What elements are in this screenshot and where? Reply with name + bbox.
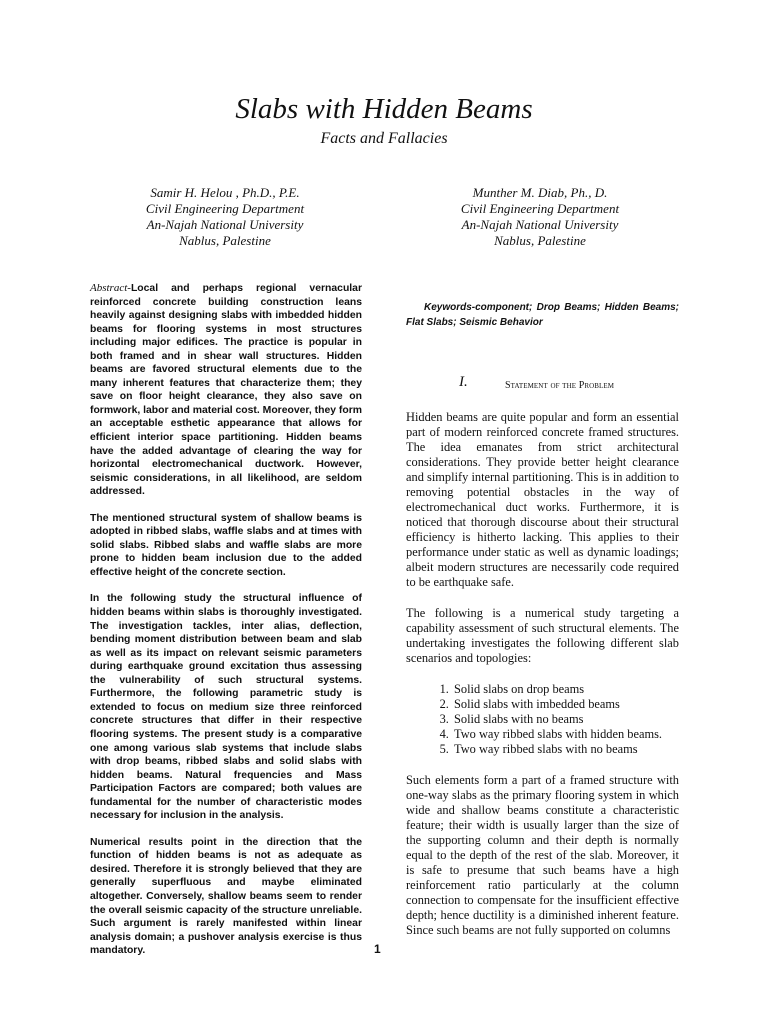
list-item: 4. Two way ribbed slabs with hidden beams. — [452, 727, 679, 742]
scenario-list — [406, 682, 679, 757]
abstract-paragraph: In the following study the structural influence of hidden beams within slabs is thoroughly investigated. The investigation tackles, inter alias, deflection, bending moment distribution between beam and slab as well as its impact on relevant seismic parameters during earthquake ground excitation thus assessing the vulnerability of such structural systems. Furthermore, the following parametric study is extended to focus on medium size three reinforced concrete structures that differ in their respective flooring systems. The present study is a comparative one among various slab systems that include slabs with drop beams, ribbed slabs and solid slabs with hidden beams. Natural frequencies and Mass Participation Factors are compared; both values are fundamental for the number of characteristic modes necessary for inclusion in the analysis. — [90, 593, 362, 822]
list-item: 2. Solid slabs with imbedded beams — [452, 697, 679, 712]
author-block-1 — [105, 185, 345, 249]
abstract-label: Abstract- — [90, 282, 131, 294]
author-location: Nablus, Palestine — [494, 233, 586, 248]
abstract-paragraph — [90, 282, 362, 499]
section-title: Statement of the Problem — [505, 380, 615, 391]
paper-subtitle: Facts and Fallacies — [320, 130, 448, 147]
abstract-paragraph: The mentioned structural system of shallow beams is adopted in ribbed slabs, waffle slabs and at times with solid slabs. Ribbed slabs and waffle slabs are more prone to hidden beam inclusion due to the added effective height of the concrete section. — [90, 512, 362, 578]
author-university: An-Najah National University — [146, 217, 304, 232]
author-department: Civil Engineering Department — [145, 201, 305, 216]
body-column — [406, 300, 679, 954]
abstract-column — [90, 282, 362, 971]
page-number: 1 — [374, 942, 381, 956]
author-name: Munther M. Diab, Ph., D. — [472, 185, 608, 200]
list-item: 3. Solid slabs with no beams — [452, 712, 679, 727]
author-department: Civil Engineering Department — [460, 201, 620, 216]
body-paragraph: The following is a numerical study targeting a capability assessment of such structural elements. The undertaking investigates the following different slab scenarios and topologies: — [406, 606, 679, 665]
section-number: I. — [459, 374, 468, 390]
body-paragraph: Such elements form a part of a framed structure with one-way slabs as the primary flooring system in which wide and shallow beams constitute a characteristic feature; their width is usually larger than the size of the supporting column and their depth is normally equal to the depth of the rest of the slab. Moreover, it is safe to presume that such beams have a high reinforcement ratio particularly at the column connection to compensate for the insufficient effective depth; hence ductility is a diminished inherent feature. Since such beams are not fully supported on columns — [406, 773, 679, 937]
abstract-text: Local and perhaps regional vernacular reinforced concrete building construction leans heavily against designing slabs with imbedded hidden beams for flooring systems in most structures including major edifices. The practice is popular in both framed and in shear wall structures. Hidden beams are favored structural elements due to the many inherent features that characterize them; they save on floor height clearance, they also save on formwork, labor and material cost. Moreover, they form an acceptable esthetic appearance that allows for efficient interior space partitioning. Hidden beams have the added advantage of clearing the way for horizontal electromechanical ductwork. However, seismic considerations, in all likelihood, are seldom addressed. — [90, 283, 362, 498]
keywords: Keywords-component; Drop Beams; Hidden Beams; Flat Slabs; Seismic Behavior — [406, 302, 679, 328]
paper-title: Slabs with Hidden Beams — [235, 93, 533, 125]
list-item: 1. Solid slabs on drop beams — [452, 682, 679, 697]
author-name: Samir H. Helou , Ph.D., P.E. — [150, 185, 300, 200]
abstract-paragraph: Numerical results point in the direction that the function of hidden beams is not as adequate as desired. Therefore it is strongly believed that they are generally superfluous and maybe eliminated altogether. Conversely, shallow beams seem to render the overall seismic capacity of the structure unreliable. Such argument is rarely manifested within linear analysis domain; a pushover analysis exercise is thus mandatory. — [90, 836, 362, 957]
author-location: Nablus, Palestine — [179, 233, 271, 248]
body-paragraph: Hidden beams are quite popular and form an essential part of modern reinforced concrete framed structures. The idea emanates from strict architectural considerations. They provide better height clearance and simplify internal partitioning. This is in addition to removing potential obstacles in the way of electromechanical duct works. Furthermore, it is noticed that thorough discourse about their structural efficiency is hitherto lacking. This applies to their performance under static as well as dynamic loadings; albeit modern structures are necessarily code required to be earthquake safe. — [406, 410, 679, 589]
author-university: An-Najah National University — [461, 217, 619, 232]
list-item: 5. Two way ribbed slabs with no beams — [452, 742, 679, 757]
author-block-2 — [420, 185, 660, 249]
section-heading — [406, 376, 679, 396]
